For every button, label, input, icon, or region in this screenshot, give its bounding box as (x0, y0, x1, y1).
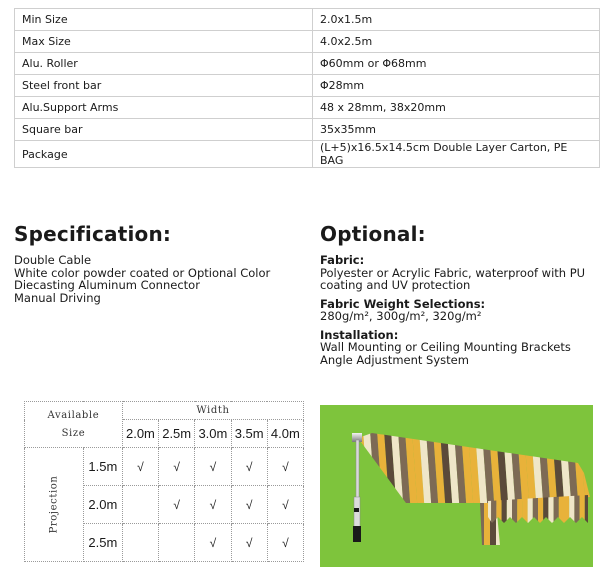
spec-row (15, 97, 600, 119)
spec-key: Alu.Support Arms (15, 97, 313, 119)
width-cell: 3.0m (195, 420, 231, 448)
spec-value: Φ60mm or Φ68mm (313, 53, 600, 75)
spec-row (15, 141, 600, 168)
availability-mark: √ (231, 486, 267, 524)
spec-row (15, 119, 600, 141)
spec-key: Alu. Roller (15, 53, 313, 75)
fabric-label: Fabric: (320, 253, 365, 267)
installation-label: Installation: (320, 327, 399, 342)
spec-row (15, 31, 600, 53)
awning-photo (320, 405, 593, 567)
spec-value: 4.0x2.5m (313, 31, 600, 53)
spec-row (15, 9, 600, 31)
spec-key: Min Size (15, 9, 313, 31)
specification-list (14, 254, 270, 304)
spec-line: White color powder coated or Optional Color (14, 265, 271, 280)
spec-value: (L+5)x16.5x14.5cm Double Layer Carton, PE BAG (313, 141, 600, 168)
availability-mark: √ (195, 524, 231, 562)
projection-cell: 2.0m (83, 486, 122, 524)
spec-value: 48 x 28mm, 38x20mm (313, 97, 600, 119)
width-header: Width (122, 402, 303, 420)
spec-key: Package (15, 141, 313, 168)
spec-row (15, 75, 600, 97)
specification-heading: Specification: (14, 222, 172, 246)
projection-header: Projection (25, 448, 84, 562)
crank-grip (353, 526, 361, 542)
spec-value: Φ28mm (313, 75, 600, 97)
spec-line: Diecasting Aluminum Connector (14, 278, 200, 292)
installation-line: Angle Adjustment System (320, 352, 469, 367)
availability-mark: √ (159, 448, 195, 486)
available-size-header: Available Size (25, 402, 123, 448)
spec-value: 35x35mm (313, 119, 600, 141)
optional-heading: Optional: (320, 222, 426, 246)
availability-mark: √ (122, 448, 158, 486)
width-cell: 3.5m (231, 420, 267, 448)
spec-line: Double Cable (14, 253, 92, 267)
fabric-weight-value: 280g/m², 300g/m², 320g/m² (320, 309, 482, 323)
spec-line: Manual Driving (14, 290, 101, 305)
availability-mark (122, 486, 158, 524)
fabric-line: coating and UV protection (320, 278, 471, 292)
spec-table (14, 8, 600, 168)
spec-key: Steel front bar (15, 75, 313, 97)
availability-mark: √ (195, 448, 231, 486)
crank-rod (356, 440, 359, 498)
spec-key: Square bar (15, 119, 313, 141)
optional-list (320, 254, 585, 372)
availability-mark: √ (231, 448, 267, 486)
spec-key: Max Size (15, 31, 313, 53)
availability-mark: √ (267, 524, 303, 562)
availability-mark: √ (231, 524, 267, 562)
availability-mark (159, 524, 195, 562)
projection-cell: 1.5m (83, 448, 122, 486)
crank-joint (354, 508, 359, 512)
spec-row (15, 53, 600, 75)
installation-line: Wall Mounting or Ceiling Mounting Brackets (320, 340, 571, 354)
availability-mark: √ (267, 486, 303, 524)
availability-mark: √ (195, 486, 231, 524)
spec-value: 2.0x1.5m (313, 9, 600, 31)
width-cell: 4.0m (267, 420, 303, 448)
size-grid (24, 401, 304, 562)
availability-mark: √ (267, 448, 303, 486)
availability-mark (122, 524, 158, 562)
fabric-line: Polyester or Acrylic Fabric, waterproof with PU (320, 265, 586, 280)
width-cell: 2.0m (122, 420, 158, 448)
fabric-weight-label: Fabric Weight Selections: (320, 296, 486, 311)
availability-mark: √ (159, 486, 195, 524)
width-cell: 2.5m (159, 420, 195, 448)
projection-cell: 2.5m (83, 524, 122, 562)
